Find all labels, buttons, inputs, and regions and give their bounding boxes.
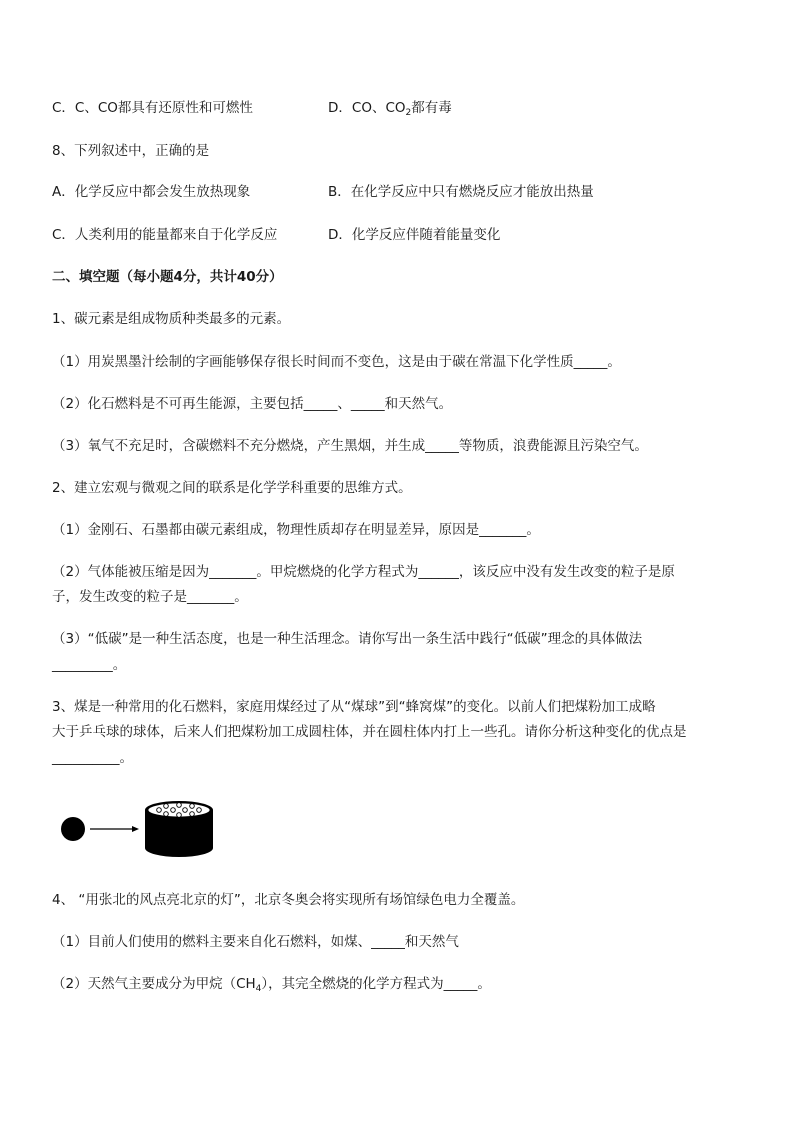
honeycomb-briquette-icon [145, 801, 213, 857]
p1-stem: 1、碳元素是组成物质种类最多的元素。 [52, 311, 291, 327]
q8-option-c: C．人类利用的能量都来自于化学反应 [52, 227, 278, 243]
p1-sub1: （1）用炭黑墨汁绘制的字画能够保存很长时间而不变色，这是由于碳在常温下化学性质_____。 [52, 354, 621, 370]
section-heading: 二、填空题（每小题4分，共计40分） [52, 269, 283, 285]
coal-change-figure [56, 796, 226, 862]
p1-sub2: （2）化石燃料是不可再生能源，主要包括_____、_____和天然气。 [52, 396, 453, 412]
p2-sub3-line2: _________。 [52, 657, 127, 673]
p4-sub2-suffix: ），其完全燃烧的化学方程式为_____。 [261, 976, 491, 992]
q8-option-a: A．化学反应中都会发生放热现象 [52, 184, 251, 200]
p2-sub2-line2: 子，发生改变的粒子是_______。 [52, 589, 248, 605]
q8-option-b: B．在化学反应中只有燃烧反应才能放出热量 [328, 184, 594, 200]
p3-line1: 3、煤是一种常用的化石燃料，家庭用煤经过了从“煤球”到“蜂窝煤”的变化。以前人们把煤粉加工成略 [52, 699, 656, 715]
p1-sub3: （3）氧气不充足时，含碳燃料不充分燃烧，产生黑烟，并生成_____等物质，浪费能源且污染空气。 [52, 438, 648, 454]
p4-sub2-text: （2）天然气主要成分为甲烷（CH [52, 976, 256, 992]
p3-line2: 大于乒乓球的球体，后来人们把煤粉加工成圆柱体，并在圆柱体内打上一些孔。请你分析这种变化的优点是 [52, 724, 687, 740]
p2-sub1: （1）金刚石、石墨都由碳元素组成，物理性质却存在明显差异，原因是_______。 [52, 522, 540, 538]
p2-sub2-line1: （2）气体能被压缩是因为_______。甲烷燃烧的化学方程式为______，该反应中没有发生改变的粒子是原 [52, 564, 675, 580]
q7-option-d-suffix: 都有毒 [411, 100, 452, 116]
q7-option-c: C．C、CO都具有还原性和可燃性 [52, 100, 253, 116]
p4-stem: 4、 “用张北的风点亮北京的灯”，北京冬奥会将实现所有场馆绿色电力全覆盖。 [52, 892, 525, 908]
arrow-icon [90, 826, 139, 832]
p4-sub1: （1）目前人们使用的燃料主要来自化石燃料，如煤、_____和天然气 [52, 934, 459, 950]
subscript: 4 [255, 984, 262, 994]
q7-option-d [328, 98, 452, 123]
p4-sub2 [52, 974, 491, 999]
p3-line3: __________。 [52, 750, 133, 766]
q8-stem: 8、下列叙述中，正确的是 [52, 143, 210, 159]
p2-sub3-line1: （3）“低碳”是一种生活态度，也是一种生活理念。请你写出一条生活中践行“低碳”理念的具体做法 [52, 631, 643, 647]
q7-option-d-text: D．CO、CO [328, 100, 406, 116]
subscript: 2 [405, 108, 412, 118]
q8-option-d: D．化学反应伴随着能量变化 [328, 227, 501, 243]
coal-ball-icon [61, 817, 85, 841]
p2-stem: 2、建立宏观与微观之间的联系是化学学科重要的思维方式。 [52, 480, 412, 496]
